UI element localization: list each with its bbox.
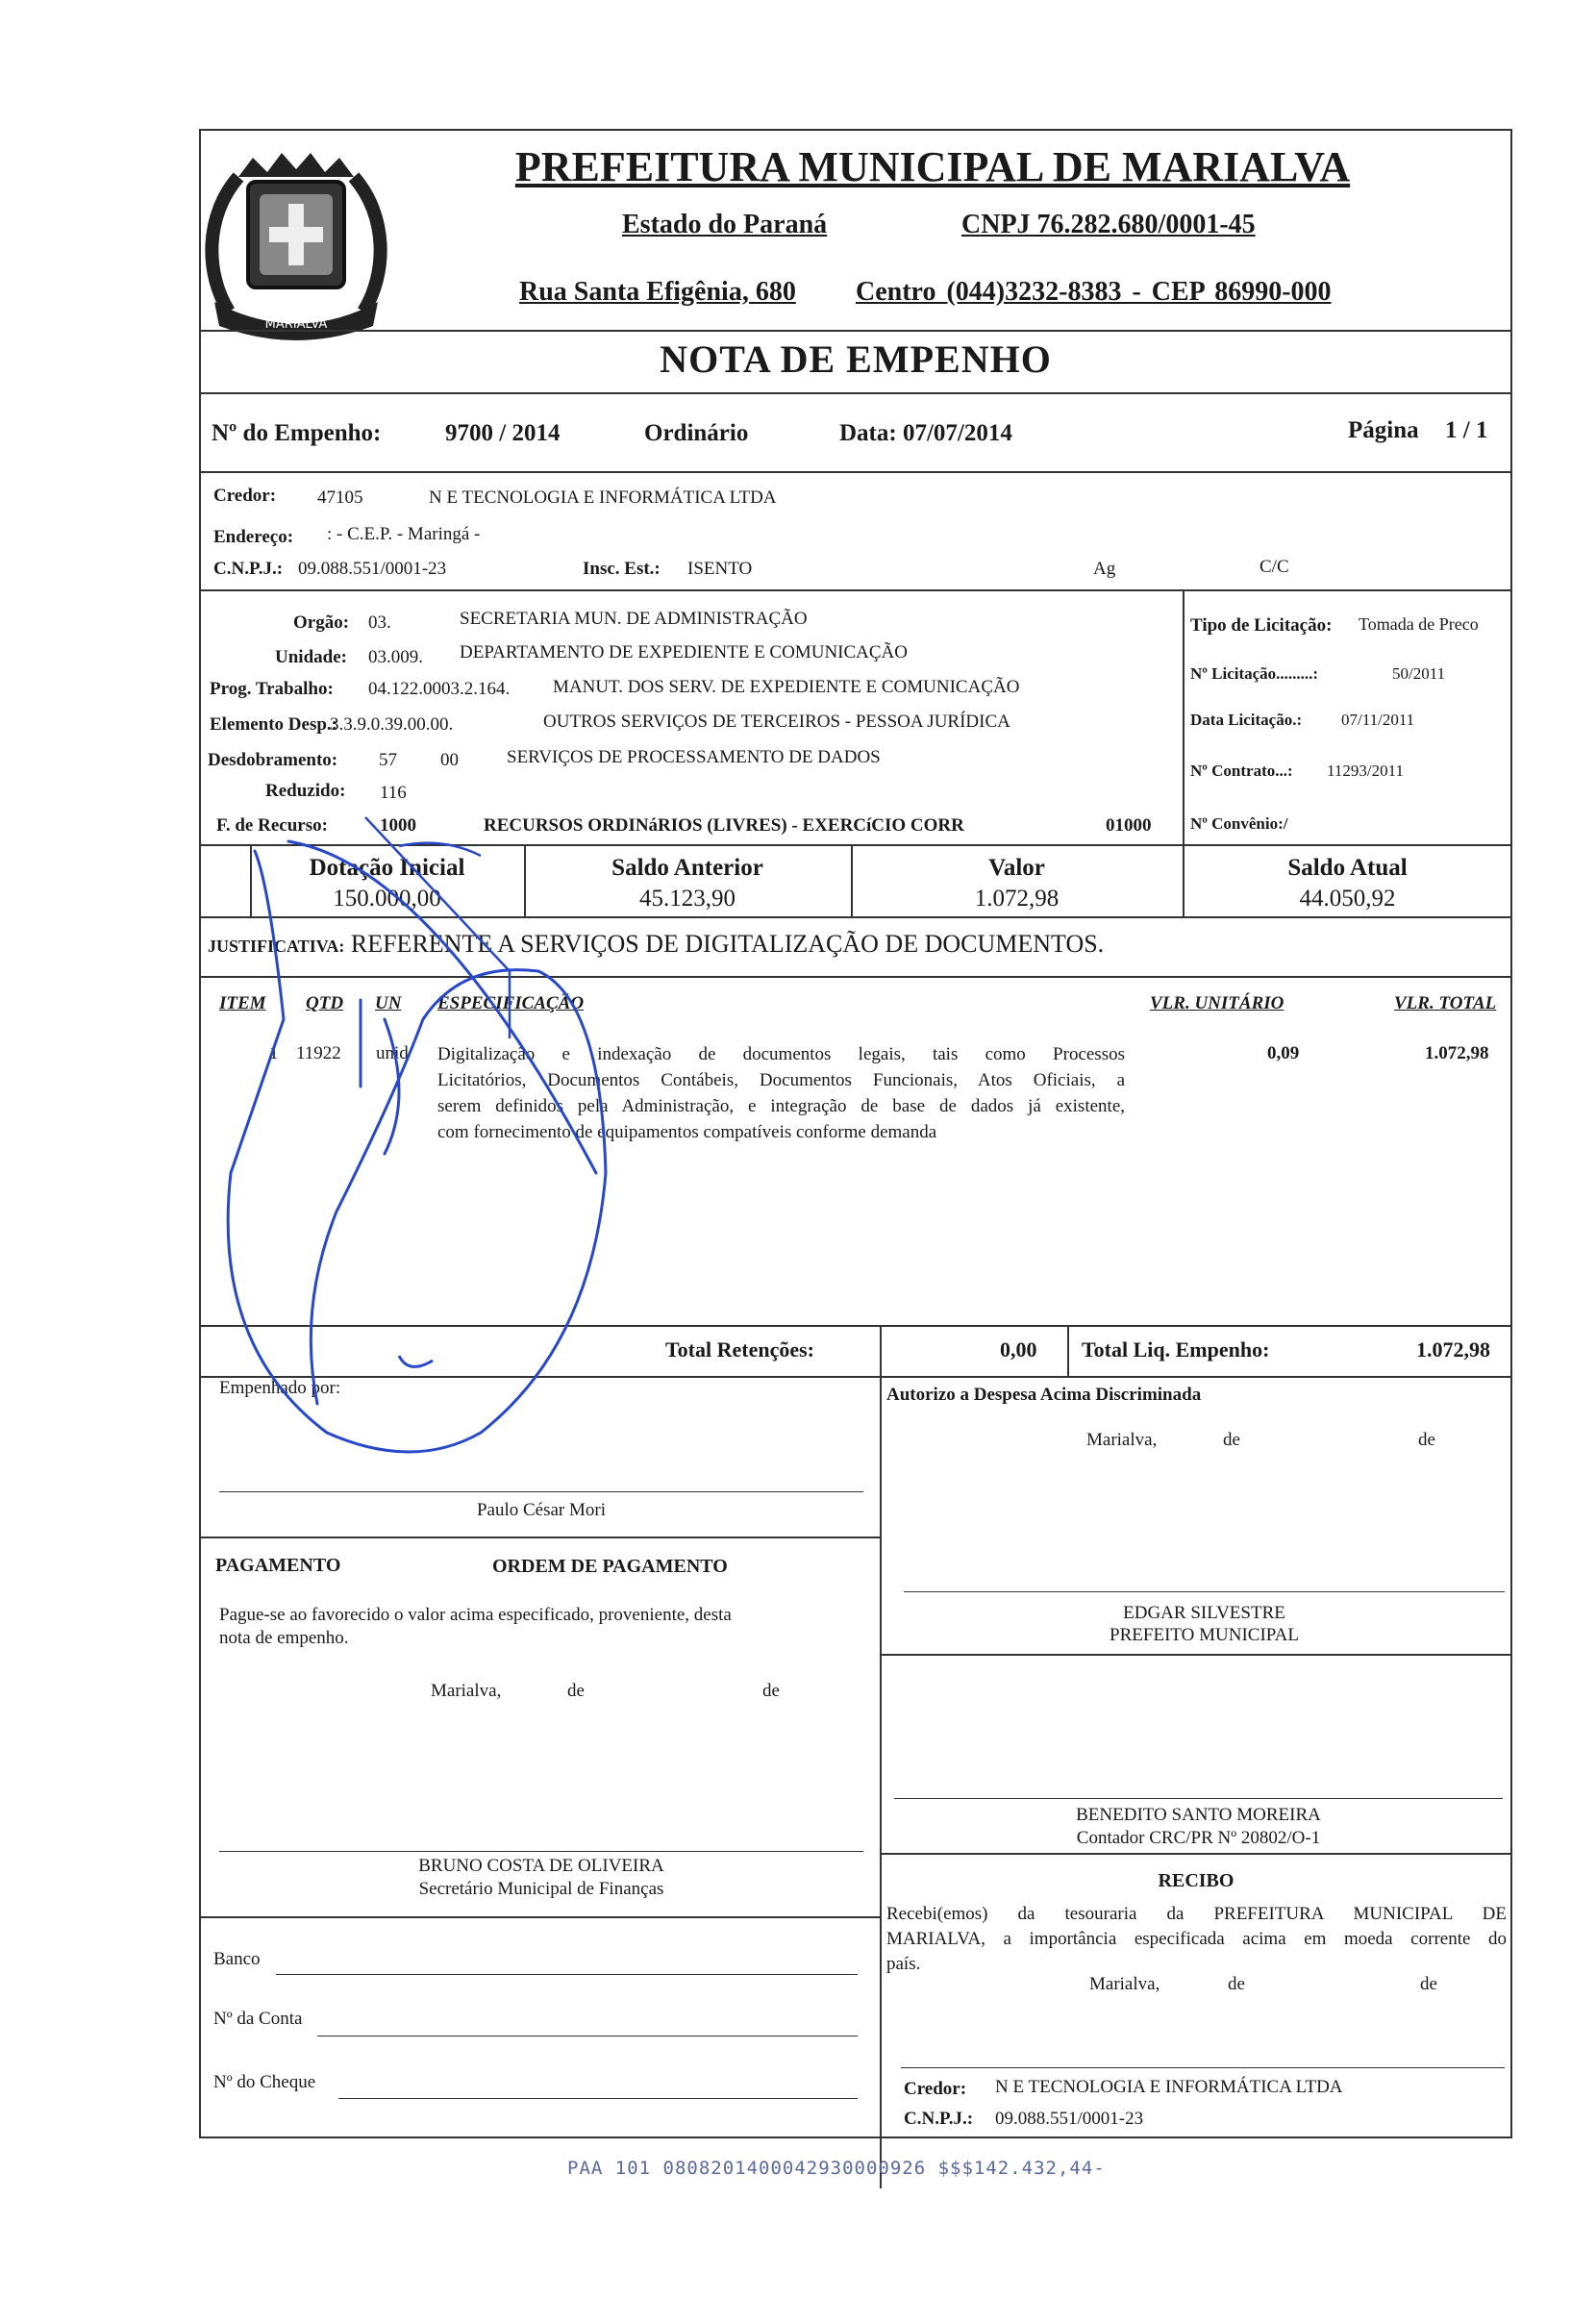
licitacao-number-label: Nº Licitação.........: <box>1190 664 1319 683</box>
recibo-credor-name: N E TECNOLOGIA E INFORMÁTICA LTDA <box>995 2077 1343 2097</box>
item-description-line: Licitatórios, Documentos Contábeis, Documentos Funcionais, Atos Oficiais, a <box>437 1070 1125 1090</box>
prog-label: Prog. Trabalho: <box>210 679 334 699</box>
unidade-code: 03.009. <box>368 647 423 667</box>
col-header-especificacao: ESPECIFICAÇÃO <box>437 993 585 1013</box>
recibo-text-line: país. <box>886 1954 921 1974</box>
item-description <box>437 1041 1125 1145</box>
prog-desc: MANUT. DOS SERV. DE EXPEDIENTE E COMUNICAÇÃO <box>553 677 1020 697</box>
contrato-label: Nº Contrato...: <box>1190 762 1293 780</box>
item-description-line: com fornecimento de equipamentos compatíveis conforme demanda <box>437 1122 937 1142</box>
recibo-text-line: Recebi(emos) da tesouraria da PREFEITURA MUNICIPAL DE <box>886 1904 1507 1924</box>
justificativa-row <box>208 930 1104 959</box>
autorizo-text: Autorizo a Despesa Acima Discriminada <box>886 1385 1202 1405</box>
conta-label: Nº da Conta <box>213 2009 303 2029</box>
svg-text:MARIALVA: MARIALVA <box>264 317 328 332</box>
tipo-licitacao-label: Tipo de Licitação: <box>1190 615 1333 636</box>
saldo-atual-value: 44.050,92 <box>1299 886 1396 912</box>
unidade-desc: DEPARTAMENTO DE EXPEDIENTE E COMUNICAÇÃO <box>460 642 909 662</box>
credor-label: Credor: <box>213 486 277 506</box>
address-header: Rua Santa Efigênia, 680 <box>519 277 796 307</box>
cheque-label: Nº do Cheque <box>213 2072 316 2092</box>
pague-text-line: nota de empenho. <box>219 1628 349 1648</box>
item-description-line: Digitalização e indexação de documentos legais, tais como Processos <box>437 1044 1125 1064</box>
valor-value: 1.072,98 <box>974 886 1060 912</box>
prefeito-name: EDGAR SILVESTRE <box>1123 1603 1285 1623</box>
contador-name: BENEDITO SANTO MOREIRA <box>1076 1805 1321 1825</box>
orgao-code: 03. <box>368 612 391 633</box>
ag-label: Ag <box>1093 559 1116 579</box>
convenio-label: Nº Convênio:/ <box>1190 814 1288 833</box>
ie-label: Insc. Est.: <box>583 559 661 579</box>
autorizo-de-2: de <box>1418 1430 1435 1450</box>
item-unit: unid <box>376 1043 409 1063</box>
recurso-fonte: 01000 <box>1106 815 1152 836</box>
orgao-desc: SECRETARIA MUN. DE ADMINISTRAÇÃO <box>460 609 808 629</box>
pagamento-label: PAGAMENTO <box>215 1555 341 1576</box>
empenho-number: 9700 / 2014 <box>445 420 561 446</box>
col-header-qtd: QTD <box>306 993 344 1013</box>
dotacao-label: Dotação Inicial <box>309 855 465 881</box>
pagamento-de-2: de <box>762 1681 780 1701</box>
ordem-pagamento-label: ORDEM DE PAGAMENTO <box>492 1556 728 1577</box>
justificativa-label: JUSTIFICATIVA: <box>208 937 345 956</box>
recibo-marialva: Marialva, <box>1089 1974 1160 1994</box>
col-header-item: ITEM <box>219 993 266 1013</box>
prefeito-title: PREFEITO MUNICIPAL <box>1110 1625 1299 1645</box>
pague-text <box>219 1604 732 1650</box>
justificativa-text: REFERENTE A SERVIÇOS DE DIGITALIZAÇÃO DE DOCUMENTOS. <box>350 930 1105 958</box>
item-quantity: 11922 <box>296 1043 341 1063</box>
unidade-label: Unidade: <box>275 647 347 667</box>
recibo-cnpj-label: C.N.P.J.: <box>904 2109 974 2129</box>
contador-title: Contador CRC/PR Nº 20802/O-1 <box>1076 1828 1321 1848</box>
pagamento-marialva: Marialva, <box>431 1681 502 1701</box>
page-label: Página <box>1348 417 1419 443</box>
desdobramento-label: Desdobramento: <box>208 750 338 770</box>
empenhado-por-name: Paulo César Mori <box>476 1500 607 1520</box>
total-retencoes-value: 0,00 <box>1000 1337 1037 1362</box>
pagamento-de-1: de <box>567 1681 585 1701</box>
recibo-de-1: de <box>1228 1974 1245 1994</box>
orgao-label: Orgão: <box>293 612 350 633</box>
page-number: 1 / 1 <box>1445 417 1488 443</box>
data-licitacao-label: Data Licitação.: <box>1190 711 1303 729</box>
total-retencoes-label: Total Retenções: <box>665 1337 814 1362</box>
recibo-text <box>886 1902 1507 1977</box>
elemento-code: 3.3.9.0.39.00.00. <box>330 714 454 735</box>
endereco-value: : - C.E.P. - Maringá - <box>327 524 481 544</box>
cnpj-header: CNPJ 76.282.680/0001-45 <box>961 210 1256 239</box>
total-liquido-label: Total Liq. Empenho: <box>1082 1337 1270 1362</box>
cc-label: C/C <box>1259 557 1289 577</box>
ie-value: ISENTO <box>687 559 753 579</box>
col-header-unit-value: VLR. UNITÁRIO <box>1150 993 1284 1013</box>
item-total-value: 1.072,98 <box>1425 1043 1489 1063</box>
recurso-desc: RECURSOS ORDINáRIOS (LIVRES) - EXERCíCIO CORR <box>484 815 964 836</box>
contrato-value: 11293/2011 <box>1327 762 1404 780</box>
col-header-total-value: VLR. TOTAL <box>1394 993 1497 1013</box>
recibo-credor-label: Credor: <box>904 2079 967 2099</box>
recibo-de-2: de <box>1420 1974 1437 1994</box>
contact-header: Centro (044)3232-8383 - CEP 86990-000 <box>856 277 1332 307</box>
recurso-code: 1000 <box>380 815 416 836</box>
total-liquido-value: 1.072,98 <box>1416 1337 1490 1362</box>
desdobramento-code2: 00 <box>440 750 459 770</box>
document-title: NOTA DE EMPENHO <box>660 337 1052 381</box>
recibo-title: RECIBO <box>1158 1870 1234 1891</box>
item-unit-value: 0,09 <box>1267 1043 1300 1063</box>
recibo-text-line: MARIALVA, a importância especificada acima em moeda corrente do <box>886 1929 1507 1949</box>
credor-code: 47105 <box>317 487 363 508</box>
empenho-number-label: Nº do Empenho: <box>212 420 382 446</box>
empenhado-por-label: Empenhado por: <box>219 1378 341 1398</box>
elemento-desc: OUTROS SERVIÇOS DE TERCEIROS - PESSOA JURÍDICA <box>543 712 1010 732</box>
elemento-label: Elemento Desp.: <box>210 714 337 735</box>
banco-label: Banco <box>213 1949 261 1969</box>
saldo-anterior-label: Saldo Anterior <box>611 855 763 881</box>
saldo-atual-label: Saldo Atual <box>1287 855 1408 881</box>
desdobramento-desc: SERVIÇOS DE PROCESSAMENTO DE DADOS <box>507 747 881 767</box>
desdobramento-code: 57 <box>379 750 397 770</box>
dotacao-value: 150.000,00 <box>333 886 441 912</box>
col-header-un: UN <box>375 993 402 1013</box>
secretario-name: BRUNO COSTA DE OLIVEIRA <box>418 1856 664 1876</box>
tipo-licitacao-value: Tomada de Preco <box>1359 614 1479 634</box>
credor-name: N E TECNOLOGIA E INFORMÁTICA LTDA <box>429 487 777 508</box>
footer-code: PAA 101 0808201400042930000926 $$$142.432,44- <box>567 2158 1106 2179</box>
data-licitacao-value: 07/11/2011 <box>1341 711 1415 729</box>
secretario-title: Secretário Municipal de Finanças <box>418 1879 664 1899</box>
valor-label: Valor <box>988 855 1045 881</box>
recurso-label: F. de Recurso: <box>216 815 328 836</box>
item-number: 1 <box>269 1043 279 1063</box>
cnpj-value: 09.088.551/0001-23 <box>298 559 447 579</box>
pague-text-line: Pague-se ao favorecido o valor acima especificado, proveniente, desta <box>219 1605 732 1625</box>
endereco-label: Endereço: <box>213 527 294 547</box>
cnpj-label: C.N.P.J.: <box>213 559 284 579</box>
empenho-type: Ordinário <box>644 420 749 446</box>
saldo-anterior-value: 45.123,90 <box>639 886 736 912</box>
prog-code: 04.122.0003.2.164. <box>368 679 511 699</box>
reduzido-value: 116 <box>380 783 407 803</box>
city-hall-title: PREFEITURA MUNICIPAL DE MARIALVA <box>514 143 1351 190</box>
reduzido-label: Reduzido: <box>265 781 346 801</box>
autorizo-marialva: Marialva, <box>1086 1430 1158 1450</box>
item-description-line: serem definidos pela Administração, e integração de base de dados já existente, <box>437 1096 1125 1116</box>
state-name: Estado do Paraná <box>622 210 828 239</box>
licitacao-number: 50/2011 <box>1392 664 1446 683</box>
empenho-date: Data: 07/07/2014 <box>839 420 1012 446</box>
autorizo-de-1: de <box>1223 1430 1240 1450</box>
recibo-cnpj-value: 09.088.551/0001-23 <box>995 2109 1144 2129</box>
